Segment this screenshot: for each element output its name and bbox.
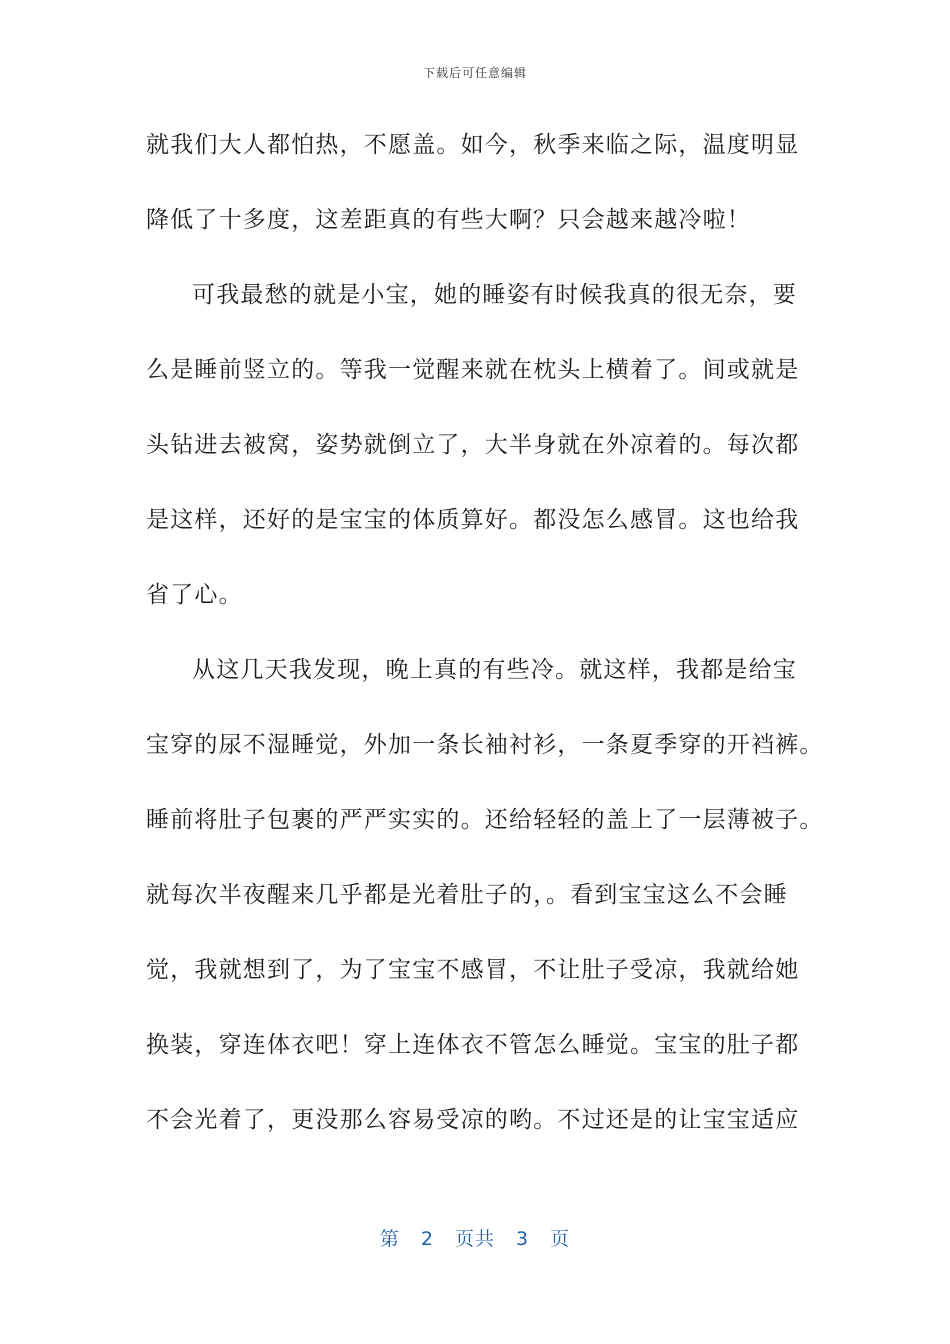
page-number-footer: 第 2 页共 3 页 — [379, 1228, 571, 1250]
text-line: 宝穿的尿不湿睡觉，外加一条长袖衬衫，一条夏季穿的开裆裤。 — [146, 732, 824, 758]
paragraph-first-line: 可我最愁的就是小宝，她的睡姿有时候我真的很无奈，要 — [192, 282, 797, 308]
text-line: 觉，我就想到了，为了宝宝不感冒，不让肚子受凉，我就给她 — [146, 957, 800, 983]
text-line: 就我们大人都怕热，不愿盖。如今，秋季来临之际，温度明显 — [146, 132, 800, 158]
text-line: 降低了十多度，这差距真的有些大啊？只会越来越冷啦！ — [146, 207, 751, 233]
text-line: 换装，穿连体衣吧！穿上连体衣不管怎么睡觉。宝宝的肚子都 — [146, 1032, 800, 1058]
text-line: 省了心。 — [146, 582, 243, 608]
text-line: 是这样，还好的是宝宝的体质算好。都没怎么感冒。这也给我 — [146, 507, 800, 533]
text-line: 睡前将肚子包裹的严严实实的。还给轻轻的盖上了一层薄被子。 — [146, 807, 824, 833]
text-line: 就每次半夜醒来几乎都是光着肚子的，。看到宝宝这么不会睡 — [146, 882, 788, 908]
document-body — [146, 123, 824, 1173]
paragraph-first-line: 从这几天我发现，晚上真的有些冷。就这样，我都是给宝 — [192, 657, 797, 683]
page-header: 下载后可任意编辑 — [422, 66, 527, 80]
text-line: 不会光着了，更没那么容易受凉的哟。不过还是的让宝宝适应 — [146, 1107, 800, 1133]
text-line: 么是睡前竖立的。等我一觉醒来就在枕头上横着了。间或就是 — [146, 357, 800, 383]
text-line: 头钻进去被窝，姿势就倒立了，大半身就在外凉着的。每次都 — [146, 432, 800, 458]
